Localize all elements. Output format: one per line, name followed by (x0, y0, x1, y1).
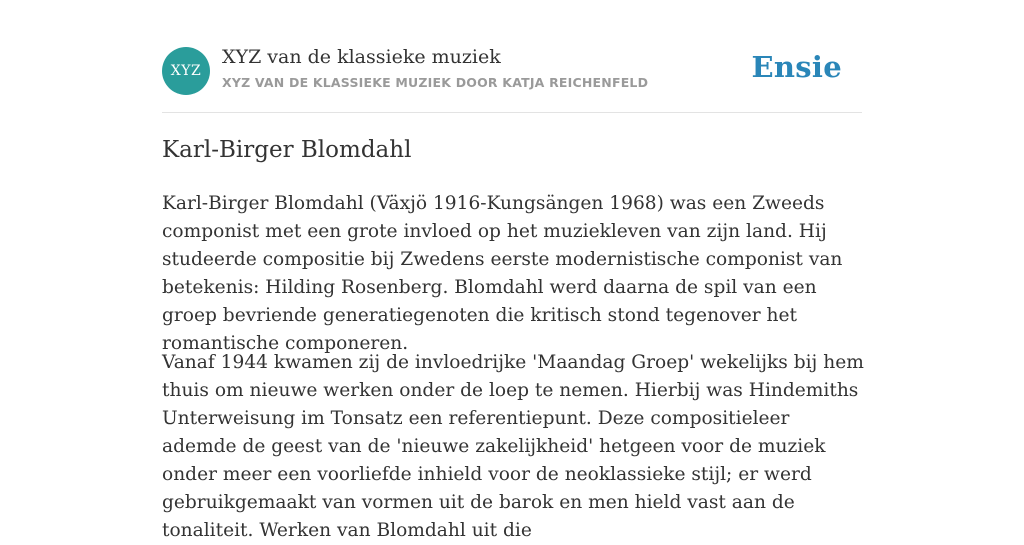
brand-logo[interactable]: Ensie (751, 50, 842, 84)
article-paragraph-2: Vanaf 1944 kwamen zij de invloedrijke 'Maandag Groep' wekelijks bij hem thuis om nieuwe werken onder de loep te nemen. Hierbij was Hindemiths Unterweisung im Tonsatz een referentiepunt. Deze compositieleer ademde de geest van de 'nieuwe zakelijkheid' hetgeen voor de muziek onder meer een voorliefde inhield voor de neoklassieke stijl; er werd gebruikgemaakt van vormen uit de barok en men hield vast aan de tonaliteit. Werken van Blomdahl uit die (162, 352, 864, 541)
page (162, 0, 864, 541)
article-title: Karl-Birger Blomdahl (162, 137, 412, 163)
avatar[interactable]: XYZ (162, 47, 210, 95)
site-subtitle: XYZ VAN DE KLASSIEKE MUZIEK DOOR KATJA REICHENFELD (222, 75, 649, 90)
article-paragraph-1: Karl-Birger Blomdahl (Växjö 1916-Kungsängen 1968) was een Zweeds componist met een grote invloed op het muziekleven van zijn land. Hij studeerde compositie bij Zwedens eerste modernistische componist van betekenis: Hilding Rosenberg. Blomdahl werd daarna de spil van een groep bevriende generatiegenoten die kritisch stond tegenover het romantische componeren. (162, 193, 843, 354)
site-title[interactable]: XYZ van de klassieke muziek (222, 46, 501, 68)
site-header (162, 0, 862, 113)
